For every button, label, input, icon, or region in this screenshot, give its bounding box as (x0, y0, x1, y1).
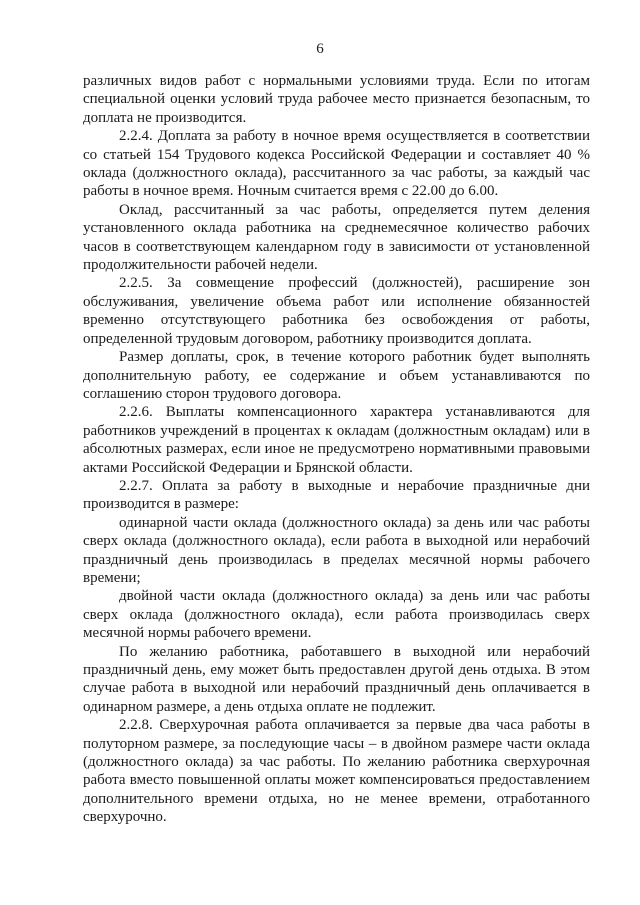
paragraph-2-2-4: 2.2.4. Доплата за работу в ночное время осуществляется в соответствии со статьей 154 Трудового кодекса Российской Федерации и составляет 40 % оклада (должностного оклада), рассчитанного за час работы, за каждый час работы в ночное время. Ночным считается время с 22.00 до 6.00. (83, 128, 590, 200)
paragraph-2-2-5: 2.2.5. За совмещение профессий (должностей), расширение зон обслуживания, увеличение объема работ или исполнение обязанностей временно отсутствующего работника без освобождения от работы, определенной трудовым договором, работнику производится доплата. (83, 275, 590, 347)
paragraph-2-2-8: 2.2.8. Сверхурочная работа оплачивается за первые два часа работы в полуторном размере, за последующие часы – в двойном размере части оклада (должностного оклада) за час работы. По желанию работника сверхурочная работа вместо повышенной оплаты может компенсироваться предоставлением дополнительного времени отдыха, но не менее времени, отработанного сверхурочно. (83, 717, 590, 826)
paragraph-single-rate: одинарной части оклада (должностного оклада) за день или час работы сверх оклада (должностного оклада), если работа в выходной или нерабочий праздничный день производилась в пределах месячной нормы рабочего времени; (83, 514, 590, 586)
paragraph-2-2-7: 2.2.7. Оплата за работу в выходные и нерабочие праздничные дни производится в размере: (83, 477, 590, 513)
paragraph-hourly-salary: Оклад, рассчитанный за час работы, определяется путем деления установленного оклада работника на среднемесячное количество рабочих часов в соответствующем календарном году в зависимости от установленной продолжительности рабочей недели. (83, 201, 590, 274)
paragraph-double-rate: двойной части оклада (должностного оклада) за день или час работы сверх оклада (должностного оклада), если работа производилась сверх месячной нормы рабочего времени. (83, 588, 590, 642)
paragraph-2-2-6: 2.2.6. Выплаты компенсационного характера устанавливаются для работников учреждений в процентах к окладам (должностным окладам) или в абсолютных размерах, если иное не предусмотрено нормативными правовыми актами Российской Федерации и Брянской области. (83, 404, 590, 476)
paragraph-extra-pay-size: Размер доплаты, срок, в течение которого работник будет выполнять дополнительную работу, ее содержание и объем устанавливаются по соглашению сторон трудового договора. (83, 349, 590, 402)
page-number: 6 (316, 41, 324, 57)
document-body (83, 72, 590, 827)
paragraph-day-off: По желанию работника, работавшего в выходной или нерабочий праздничный день, ему может быть предоставлен другой день отдыха. В этом случае работа в выходной или нерабочий праздничный день оплачивается в одинарном размере, а день отдыха оплате не подлежит. (83, 643, 590, 715)
paragraph-continuation: различных видов работ с нормальными условиями труда. Если по итогам специальной оценки условий труда рабочее место признается безопасным, то доплата не производится. (83, 73, 590, 126)
